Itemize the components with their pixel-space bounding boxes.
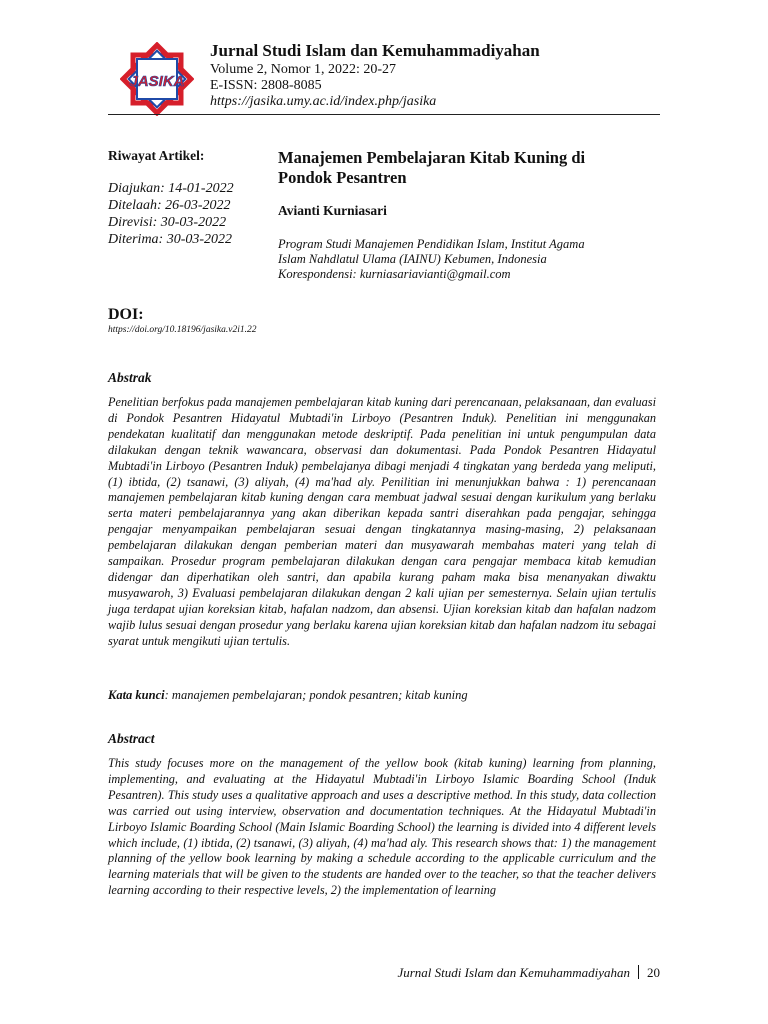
logo-text: JASIKA <box>129 73 185 90</box>
abstrak-text: Penelitian berfokus pada manajemen pembelajaran kitab kuning dari perencanaan, pelaksanaan, dan evaluasi di Pondok Pesantren Hidayatul Mubtadi'in Lirboyo (Pesantren Induk). Penelitian ini menggunakan pendekatan kualitatif dan menggunakan metode deskriptif. Pada penelitian ini untuk pengumpulan data dilakukan dengan teknik wawancara, observasi dan dokumentasi. Pada Pondok Pesantren Hidayatul Mubtadi'in Lirboyo (Pesantren Induk) pembelajanya dibagi menjadi 4 tingkatan yang berdeda yang meliputi, (1) ibtida, (2) tsanawi, (3) aliyah, (4) ma'had aly. Penilitian ini menunjukkan bahwa : 1) perencanaan manajemen pembelajaran kitab kuning dengan cara membuat jadwal sesuai dengan kurikulum yang berlaku serta materi pembelajarannya yang akan diberikan kepada santri diserahkan pada pengajar, sehingga pengajar menyampaikan pembelajaran sesuai dengan tingkatannya masing-masing, 2) pelaksanaan pembelajaran dilakukan dengan pemberian materi dan musyawarah membahas materi yang telah di sampaikan. Prosedur program pembelajaran dilakukan dengan cara pengajar membaca kitab kemudian didengar dan diperhatikan oleh santri, dan apabila kurang paham maka bisa menanyakan diwaktu musyawaroh, 3) Evaluasi pembelajaran dilakukan dengan 2 kali ujian per semesternya. Selain ujian tertulis juga terdapat ujian koreksian kitab, hafalan nadzom, dan absensi. Ujian koreksian kitab dan hafalan nadzom wajib lulus sesuai dengan prosedur yang berlaku karena ujian koreksian kitab dan hafalan nadzom itu sebagai syarat untuk mengikuti ujian tertulis. <box>108 395 656 648</box>
date-revised: Direvisi: 30-03-2022 <box>108 215 227 230</box>
date-reviewed: Ditelaah: 26-03-2022 <box>108 198 231 213</box>
correspondence-email[interactable]: Korespondensi: kurniasariavianti@gmail.com <box>278 267 511 281</box>
journal-header <box>210 40 660 110</box>
journal-logo <box>120 42 194 116</box>
keywords <box>108 688 660 703</box>
history-label: Riwayat Artikel: <box>108 148 205 163</box>
jasika-logo-icon <box>120 42 194 116</box>
keywords-text: : manajemen pembelajaran; pondok pesantren; kitab kuning <box>164 688 468 702</box>
abstract-text: This study focuses more on the management of the yellow book (kitab kuning) learning from planning, implementing, and evaluating at the Hidayatul Mubtadi'in Lirboyo Islamic Boarding School (Induk Pesantren). This study uses a qualitative approach and uses a descriptive method. In this study, data collection was carried out using interview, observation and documentation techniques. At the Hidayatul Mubtadi'in Lirboyo Islamic Boarding School (Main Islamic Boarding School) the learning is divided into 4 different levels which include, (1) ibtida, (2) tsanawi, (3) aliyah, (4) ma'had aly. This research shows that: 1) the management planning of the yellow book learning by making a schedule according to the applicable curriculum and the learning materials that will be given to the students are handed over to the teacher, so that the teacher delivers learning according to their respective levels, 2) the implementation of learning <box>108 756 656 898</box>
eissn: E-ISSN: 2808-8085 <box>210 78 322 93</box>
author-name: Avianti Kurniasari <box>278 203 387 218</box>
article-title-line-2: Pondok Pesantren <box>278 168 407 187</box>
journal-title: Jurnal Studi Islam dan Kemuhammadiyahan <box>210 41 540 60</box>
volume-info: Volume 2, Nomor 1, 2022: 20-27 <box>210 62 397 77</box>
page-number: 20 <box>647 965 660 980</box>
footer-separator <box>638 965 639 979</box>
doi-label: DOI: <box>108 306 144 323</box>
date-accepted: Diterima: 30-03-2022 <box>108 232 233 247</box>
abstract-heading: Abstract <box>108 731 155 746</box>
date-submitted: Diajukan: 14-01-2022 <box>108 181 234 196</box>
article-history <box>108 148 273 248</box>
affiliation-line-1: Program Studi Manajemen Pendidikan Islam, Institut Agama <box>278 237 585 251</box>
journal-url[interactable]: https://jasika.umy.ac.id/index.php/jasika <box>210 94 437 109</box>
article-title-line-1: Manajemen Pembelajaran Kitab Kuning di <box>278 148 586 167</box>
article-title-block <box>278 148 660 282</box>
doi-link[interactable]: https://doi.org/10.18196/jasika.v2i1.22 <box>108 325 257 335</box>
header-divider <box>108 114 660 115</box>
page-footer <box>360 965 660 981</box>
keywords-label: Kata kunci <box>108 688 165 702</box>
doi-block <box>108 306 660 335</box>
footer-journal-name: Jurnal Studi Islam dan Kemuhammadiyahan <box>397 965 630 980</box>
affiliation-line-2: Islam Nahdlatul Ulama (IAINU) Kebumen, Indonesia <box>278 252 547 266</box>
abstrak-heading: Abstrak <box>108 370 152 385</box>
